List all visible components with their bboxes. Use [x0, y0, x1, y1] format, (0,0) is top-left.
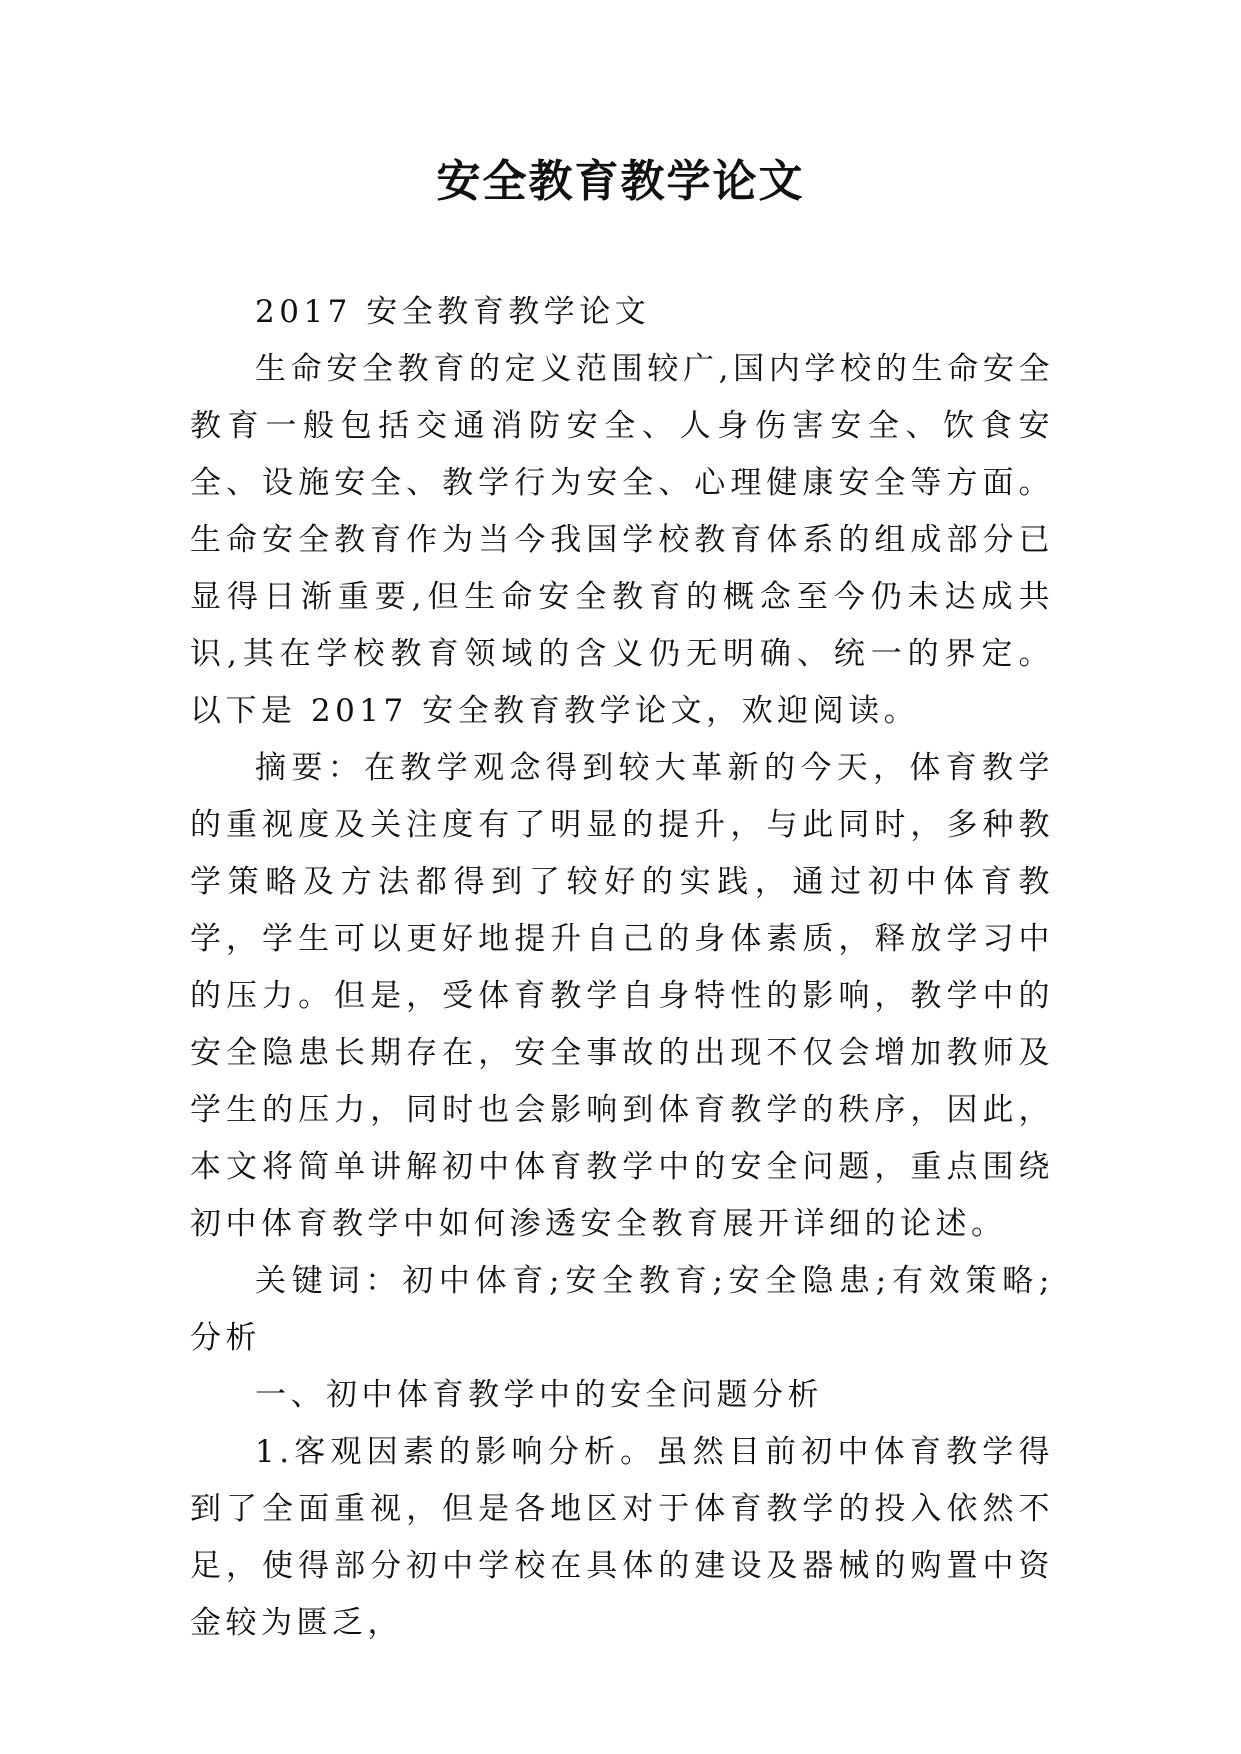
document-title: 安全教育教学论文 [436, 156, 805, 207]
paragraph-section-1-1: 1.客观因素的影响分析。虽然目前初中体育教学得到了全面重视，但是各地区对于体育教学的投入依然不足，使得部分初中学校在具体的建设及器械的购置中资金较为匮乏， [190, 1434, 1054, 1641]
paragraph-keywords: 关键词：初中体育;安全教育;安全隐患;有效策略;分析 [190, 1263, 1054, 1356]
paragraph-abstract: 摘要：在教学观念得到较大革新的今天，体育教学的重视度及关注度有了明显的提升，与此同时，多种教学策略及方法都得到了较好的实践，通过初中体育教学，学生可以更好地提升自己的身体素质，释放学习中的压力。但是，受体育教学自身特性的影响，教学中的安全隐患长期存在，安全事故的出现不仅会增加教师及学生的压力，同时也会影响到体育教学的秩序，因此，本文将简单讲解初中体育教学中的安全问题，重点围绕初中体育教学中如何渗透安全教育展开详细的论述。 [190, 750, 1054, 1242]
section-heading-1: 一、初中体育教学中的安全问题分析 [255, 1377, 823, 1413]
paragraph-intro: 生命安全教育的定义范围较广,国内学校的生命安全教育一般包括交通消防安全、人身伤害安全、饮食安全、设施安全、教学行为安全、心理健康安全等方面。生命安全教育作为当今我国学校教育体系的组成部分已显得日渐重要,但生命安全教育的概念至今仍未达成共识,其在学校教育领域的含义仍无明确、统一的界定。以下是 2017 安全教育教学论文，欢迎阅读。 [190, 351, 1054, 729]
document-body [190, 284, 1054, 1652]
paragraph-subtitle: 2017 安全教育教学论文 [255, 294, 651, 330]
